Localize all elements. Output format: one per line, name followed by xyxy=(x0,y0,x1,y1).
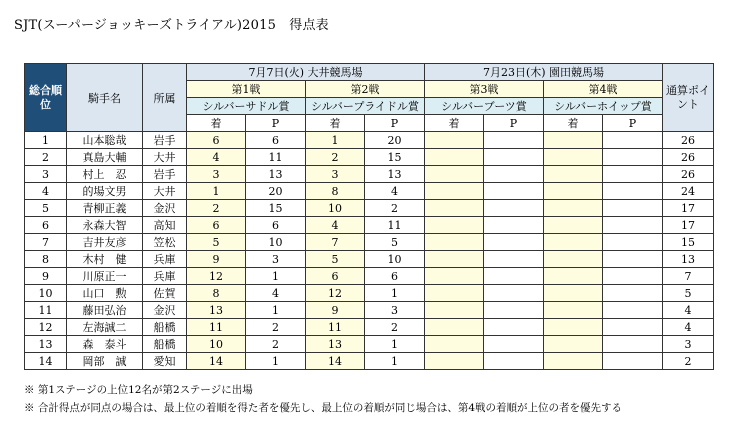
header-finish: 着 xyxy=(187,115,246,132)
race4-points-cell xyxy=(603,302,663,319)
race2-finish-cell: 13 xyxy=(306,336,365,353)
table-row xyxy=(25,353,714,370)
rank-cell: 10 xyxy=(25,285,67,302)
jockey-name-cell: 岡部 誠 xyxy=(67,353,143,370)
race1-points-cell: 20 xyxy=(246,183,306,200)
rank-cell: 4 xyxy=(25,183,67,200)
affiliation-cell: 笠松 xyxy=(143,234,187,251)
rank-cell: 3 xyxy=(25,166,67,183)
header-rank: 総合順位 xyxy=(25,64,67,132)
race4-finish-cell xyxy=(544,166,603,183)
race4-points-cell xyxy=(603,166,663,183)
total-points-cell: 4 xyxy=(663,302,714,319)
race4-points-cell xyxy=(603,268,663,285)
race3-finish-cell xyxy=(425,166,484,183)
header-finish: 着 xyxy=(544,115,603,132)
race3-points-cell xyxy=(484,319,544,336)
rank-cell: 6 xyxy=(25,217,67,234)
race3-points-cell xyxy=(484,336,544,353)
total-points-cell: 5 xyxy=(663,285,714,302)
jockey-name-cell: 村上 忍 xyxy=(67,166,143,183)
race2-points-cell: 2 xyxy=(365,200,425,217)
race2-finish-cell: 12 xyxy=(306,285,365,302)
race3-points-cell xyxy=(484,268,544,285)
table-row xyxy=(25,132,714,149)
race3-finish-cell xyxy=(425,319,484,336)
header-prize-4: シルバーホイップ賞 xyxy=(544,98,663,115)
total-points-cell: 24 xyxy=(663,183,714,200)
rank-cell: 14 xyxy=(25,353,67,370)
race2-points-cell: 6 xyxy=(365,268,425,285)
race3-points-cell xyxy=(484,200,544,217)
jockey-name-cell: 真島大輔 xyxy=(67,149,143,166)
race2-finish-cell: 10 xyxy=(306,200,365,217)
table-row xyxy=(25,217,714,234)
race4-finish-cell xyxy=(544,132,603,149)
race4-finish-cell xyxy=(544,268,603,285)
affiliation-cell: 高知 xyxy=(143,217,187,234)
race1-finish-cell: 4 xyxy=(187,149,246,166)
race2-finish-cell: 1 xyxy=(306,132,365,149)
race2-finish-cell: 4 xyxy=(306,217,365,234)
race3-finish-cell xyxy=(425,268,484,285)
race3-points-cell xyxy=(484,302,544,319)
race1-finish-cell: 14 xyxy=(187,353,246,370)
jockey-name-cell: 山本聡哉 xyxy=(67,132,143,149)
header-finish: 着 xyxy=(306,115,365,132)
race4-points-cell xyxy=(603,200,663,217)
race4-finish-cell xyxy=(544,353,603,370)
total-points-cell: 4 xyxy=(663,319,714,336)
table-row xyxy=(25,285,714,302)
race1-finish-cell: 13 xyxy=(187,302,246,319)
race3-points-cell xyxy=(484,353,544,370)
table-row xyxy=(25,166,714,183)
race2-points-cell: 5 xyxy=(365,234,425,251)
race4-finish-cell xyxy=(544,319,603,336)
jockey-name-cell: 永森大智 xyxy=(67,217,143,234)
race4-points-cell xyxy=(603,217,663,234)
race4-finish-cell xyxy=(544,285,603,302)
affiliation-cell: 大井 xyxy=(143,183,187,200)
total-points-cell: 15 xyxy=(663,234,714,251)
header-total: 通算ポイント xyxy=(663,64,714,132)
rank-cell: 5 xyxy=(25,200,67,217)
jockey-name-cell: 山口 勲 xyxy=(67,285,143,302)
race3-points-cell xyxy=(484,166,544,183)
rank-cell: 1 xyxy=(25,132,67,149)
race3-points-cell xyxy=(484,217,544,234)
total-points-cell: 7 xyxy=(663,268,714,285)
race3-finish-cell xyxy=(425,285,484,302)
race1-points-cell: 1 xyxy=(246,268,306,285)
race1-points-cell: 11 xyxy=(246,149,306,166)
race1-points-cell: 2 xyxy=(246,336,306,353)
jockey-name-cell: 川原正一 xyxy=(67,268,143,285)
header-venue-sonoda: 7月23日(木) 園田競馬場 xyxy=(425,64,663,81)
race4-finish-cell xyxy=(544,251,603,268)
race4-points-cell xyxy=(603,319,663,336)
race4-points-cell xyxy=(603,336,663,353)
race3-points-cell xyxy=(484,285,544,302)
race3-points-cell xyxy=(484,183,544,200)
race3-finish-cell xyxy=(425,132,484,149)
affiliation-cell: 船橋 xyxy=(143,336,187,353)
race3-finish-cell xyxy=(425,353,484,370)
total-points-cell: 13 xyxy=(663,251,714,268)
race2-finish-cell: 5 xyxy=(306,251,365,268)
note-tiebreak: ※ 合計得点が同点の場合は、最上位の着順を得た者を優先し、最上位の着順が同じ場合は、第4戦の着順が上位の者を優先する xyxy=(24,402,623,414)
rank-cell: 7 xyxy=(25,234,67,251)
race1-finish-cell: 12 xyxy=(187,268,246,285)
race3-finish-cell xyxy=(425,302,484,319)
race1-points-cell: 1 xyxy=(246,302,306,319)
jockey-name-cell: 藤田弘治 xyxy=(67,302,143,319)
affiliation-cell: 岩手 xyxy=(143,132,187,149)
total-points-cell: 26 xyxy=(663,132,714,149)
race3-points-cell xyxy=(484,149,544,166)
affiliation-cell: 船橋 xyxy=(143,319,187,336)
race1-points-cell: 6 xyxy=(246,217,306,234)
race4-points-cell xyxy=(603,234,663,251)
race3-finish-cell xyxy=(425,200,484,217)
race1-finish-cell: 11 xyxy=(187,319,246,336)
race3-finish-cell xyxy=(425,149,484,166)
header-finish: 着 xyxy=(425,115,484,132)
table-row xyxy=(25,234,714,251)
header-points: P xyxy=(365,115,425,132)
race1-finish-cell: 5 xyxy=(187,234,246,251)
total-points-cell: 26 xyxy=(663,149,714,166)
rank-cell: 13 xyxy=(25,336,67,353)
race4-finish-cell xyxy=(544,234,603,251)
rank-cell: 12 xyxy=(25,319,67,336)
affiliation-cell: 金沢 xyxy=(143,302,187,319)
header-race-3: 第3戦 xyxy=(425,81,544,98)
race4-points-cell xyxy=(603,285,663,302)
affiliation-cell: 愛知 xyxy=(143,353,187,370)
race1-points-cell: 4 xyxy=(246,285,306,302)
total-points-cell: 17 xyxy=(663,200,714,217)
race1-finish-cell: 1 xyxy=(187,183,246,200)
race1-points-cell: 6 xyxy=(246,132,306,149)
race3-finish-cell xyxy=(425,234,484,251)
score-table xyxy=(24,63,714,370)
header-points: P xyxy=(484,115,544,132)
race3-points-cell xyxy=(484,251,544,268)
score-rows xyxy=(25,132,714,370)
race1-points-cell: 3 xyxy=(246,251,306,268)
race2-points-cell: 15 xyxy=(365,149,425,166)
race2-points-cell: 20 xyxy=(365,132,425,149)
race4-finish-cell xyxy=(544,336,603,353)
race2-points-cell: 2 xyxy=(365,319,425,336)
table-row xyxy=(25,183,714,200)
page-title: SJT(スーパージョッキーズトライアル)2015 得点表 xyxy=(14,18,329,33)
race2-finish-cell: 9 xyxy=(306,302,365,319)
race4-points-cell xyxy=(603,149,663,166)
race1-points-cell: 1 xyxy=(246,353,306,370)
race2-points-cell: 11 xyxy=(365,217,425,234)
total-points-cell: 2 xyxy=(663,353,714,370)
header-prize-1: シルバーサドル賞 xyxy=(187,98,306,115)
header-race-2: 第2戦 xyxy=(306,81,425,98)
race2-finish-cell: 11 xyxy=(306,319,365,336)
race3-finish-cell xyxy=(425,183,484,200)
jockey-name-cell: 青柳正義 xyxy=(67,200,143,217)
header-venue-oi: 7月7日(火) 大井競馬場 xyxy=(187,64,425,81)
header-race-4: 第4戦 xyxy=(544,81,663,98)
race1-points-cell: 10 xyxy=(246,234,306,251)
race4-finish-cell xyxy=(544,302,603,319)
race3-finish-cell xyxy=(425,217,484,234)
race1-finish-cell: 2 xyxy=(187,200,246,217)
race3-points-cell xyxy=(484,234,544,251)
race2-finish-cell: 2 xyxy=(306,149,365,166)
rank-cell: 9 xyxy=(25,268,67,285)
race3-finish-cell xyxy=(425,251,484,268)
race2-points-cell: 1 xyxy=(365,285,425,302)
race1-finish-cell: 8 xyxy=(187,285,246,302)
race1-finish-cell: 9 xyxy=(187,251,246,268)
jockey-name-cell: 左海誠二 xyxy=(67,319,143,336)
table-row xyxy=(25,251,714,268)
race2-points-cell: 13 xyxy=(365,166,425,183)
race2-finish-cell: 7 xyxy=(306,234,365,251)
affiliation-cell: 兵庫 xyxy=(143,268,187,285)
table-row xyxy=(25,268,714,285)
header-affiliation: 所属 xyxy=(143,64,187,132)
race2-finish-cell: 3 xyxy=(306,166,365,183)
race1-points-cell: 15 xyxy=(246,200,306,217)
race2-finish-cell: 6 xyxy=(306,268,365,285)
note-stage: ※ 第1ステージの上位12名が第2ステージに出場 xyxy=(24,384,253,396)
total-points-cell: 26 xyxy=(663,166,714,183)
race2-finish-cell: 8 xyxy=(306,183,365,200)
race2-points-cell: 4 xyxy=(365,183,425,200)
header-race-1: 第1戦 xyxy=(187,81,306,98)
race4-finish-cell xyxy=(544,200,603,217)
race1-finish-cell: 3 xyxy=(187,166,246,183)
affiliation-cell: 大井 xyxy=(143,149,187,166)
race4-finish-cell xyxy=(544,149,603,166)
race2-finish-cell: 14 xyxy=(306,353,365,370)
race4-points-cell xyxy=(603,183,663,200)
affiliation-cell: 岩手 xyxy=(143,166,187,183)
table-row xyxy=(25,149,714,166)
table-row xyxy=(25,200,714,217)
rank-cell: 11 xyxy=(25,302,67,319)
jockey-name-cell: 木村 健 xyxy=(67,251,143,268)
header-prize-3: シルバーブーツ賞 xyxy=(425,98,544,115)
race4-finish-cell xyxy=(544,183,603,200)
race4-points-cell xyxy=(603,353,663,370)
table-row xyxy=(25,319,714,336)
affiliation-cell: 兵庫 xyxy=(143,251,187,268)
race4-finish-cell xyxy=(544,217,603,234)
header-points: P xyxy=(603,115,663,132)
race3-points-cell xyxy=(484,132,544,149)
jockey-name-cell: 吉井友彦 xyxy=(67,234,143,251)
total-points-cell: 3 xyxy=(663,336,714,353)
affiliation-cell: 佐賀 xyxy=(143,285,187,302)
race2-points-cell: 10 xyxy=(365,251,425,268)
affiliation-cell: 金沢 xyxy=(143,200,187,217)
total-points-cell: 17 xyxy=(663,217,714,234)
race1-points-cell: 13 xyxy=(246,166,306,183)
rank-cell: 8 xyxy=(25,251,67,268)
race2-points-cell: 1 xyxy=(365,336,425,353)
race1-points-cell: 2 xyxy=(246,319,306,336)
table-row xyxy=(25,336,714,353)
race4-points-cell xyxy=(603,132,663,149)
race1-finish-cell: 6 xyxy=(187,132,246,149)
header-jockey: 騎手名 xyxy=(67,64,143,132)
table-row xyxy=(25,302,714,319)
race4-points-cell xyxy=(603,251,663,268)
race1-finish-cell: 10 xyxy=(187,336,246,353)
jockey-name-cell: 森 泰斗 xyxy=(67,336,143,353)
header-points: P xyxy=(246,115,306,132)
race2-points-cell: 1 xyxy=(365,353,425,370)
race1-finish-cell: 6 xyxy=(187,217,246,234)
header-prize-2: シルバープライドル賞 xyxy=(306,98,425,115)
jockey-name-cell: 的場文男 xyxy=(67,183,143,200)
rank-cell: 2 xyxy=(25,149,67,166)
race2-points-cell: 3 xyxy=(365,302,425,319)
race3-finish-cell xyxy=(425,336,484,353)
